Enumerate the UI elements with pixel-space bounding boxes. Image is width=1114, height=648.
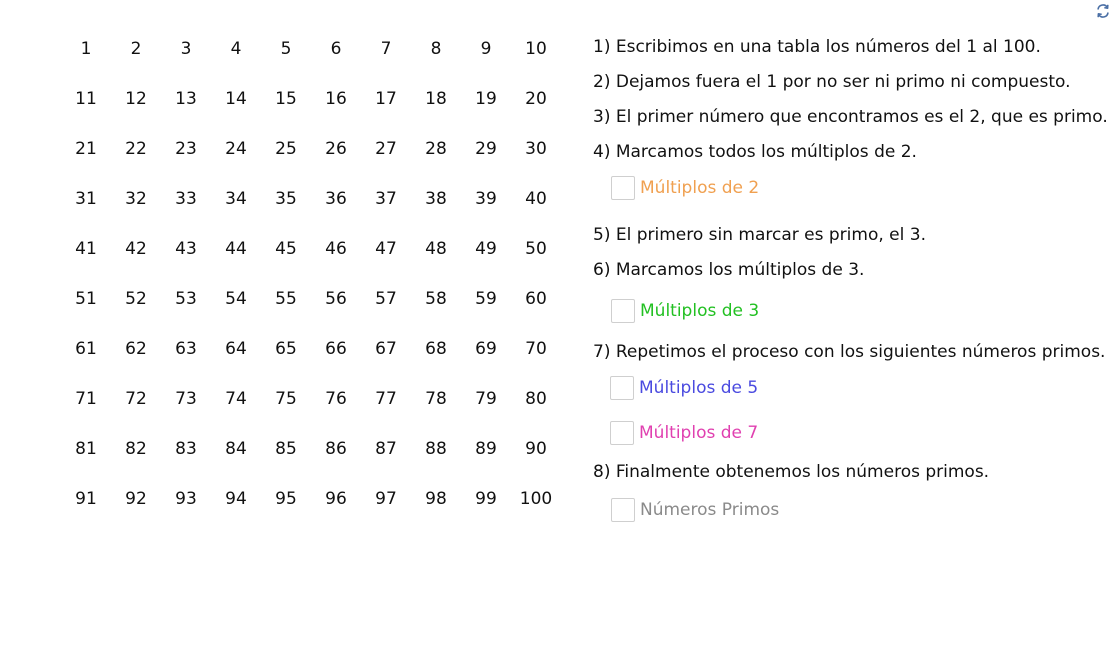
grid-number: 37: [375, 189, 397, 209]
step-4: 4) Marcamos todos los múltiplos de 2.: [593, 142, 917, 162]
grid-number: 91: [75, 489, 97, 509]
grid-number: 43: [175, 239, 197, 259]
grid-number: 6: [330, 39, 342, 59]
grid-number: 36: [325, 189, 347, 209]
grid-number: 34: [225, 189, 247, 209]
grid-number: 100: [519, 489, 553, 509]
grid-number: 75: [275, 389, 297, 409]
grid-number: 89: [475, 439, 497, 459]
grid-number: 60: [525, 289, 547, 309]
grid-number: 59: [475, 289, 497, 309]
step-6: 6) Marcamos los múltiplos de 3.: [593, 260, 865, 280]
grid-number: 46: [325, 239, 347, 259]
grid-number: 86: [325, 439, 347, 459]
grid-number: 47: [375, 239, 397, 259]
checkbox-label: Múltiplos de 5: [639, 378, 759, 398]
grid-number: 97: [375, 489, 397, 509]
checkbox-box[interactable]: [611, 176, 635, 200]
checkbox-label: Múltiplos de 7: [639, 423, 759, 443]
grid-number: 64: [225, 339, 247, 359]
checkbox-box[interactable]: [611, 299, 635, 323]
grid-number: 30: [525, 139, 547, 159]
grid-number: 68: [425, 339, 447, 359]
grid-number: 21: [75, 139, 97, 159]
grid-number: 62: [125, 339, 147, 359]
grid-number: 5: [280, 39, 292, 59]
grid-number: 8: [430, 39, 442, 59]
checkbox-box[interactable]: [610, 421, 634, 445]
grid-number: 38: [425, 189, 447, 209]
grid-number: 90: [525, 439, 547, 459]
grid-number: 25: [275, 139, 297, 159]
grid-number: 39: [475, 189, 497, 209]
grid-number: 15: [275, 89, 297, 109]
grid-number: 19: [475, 89, 497, 109]
grid-number: 22: [125, 139, 147, 159]
grid-number: 78: [425, 389, 447, 409]
grid-number: 9: [480, 39, 492, 59]
grid-number: 42: [125, 239, 147, 259]
grid-number: 29: [475, 139, 497, 159]
grid-number: 81: [75, 439, 97, 459]
grid-number: 32: [125, 189, 147, 209]
grid-number: 31: [75, 189, 97, 209]
checkbox-multiples-of-2[interactable]: [611, 175, 759, 201]
grid-number: 10: [525, 39, 547, 59]
grid-number: 66: [325, 339, 347, 359]
grid-number: 80: [525, 389, 547, 409]
grid-number: 52: [125, 289, 147, 309]
checkbox-label: Múltiplos de 2: [640, 178, 760, 198]
grid-number: 14: [225, 89, 247, 109]
grid-number: 40: [525, 189, 547, 209]
grid-number: 7: [380, 39, 392, 59]
refresh-icon[interactable]: [1095, 3, 1111, 19]
grid-number: 55: [275, 289, 297, 309]
grid-number: 61: [75, 339, 97, 359]
grid-number: 82: [125, 439, 147, 459]
grid-number: 23: [175, 139, 197, 159]
grid-number: 93: [175, 489, 197, 509]
grid-number: 72: [125, 389, 147, 409]
grid-number: 24: [225, 139, 247, 159]
grid-number: 44: [225, 239, 247, 259]
grid-number: 71: [75, 389, 97, 409]
grid-number: 84: [225, 439, 247, 459]
grid-number: 28: [425, 139, 447, 159]
grid-number: 54: [225, 289, 247, 309]
grid-number: 27: [375, 139, 397, 159]
grid-number: 11: [75, 89, 97, 109]
grid-number: 92: [125, 489, 147, 509]
grid-number: 63: [175, 339, 197, 359]
grid-number: 83: [175, 439, 197, 459]
grid-number: 4: [230, 39, 242, 59]
grid-number: 35: [275, 189, 297, 209]
step-2: 2) Dejamos fuera el 1 por no ser ni primo ni compuesto.: [593, 72, 1071, 92]
grid-number: 70: [525, 339, 547, 359]
grid-number: 96: [325, 489, 347, 509]
grid-number: 98: [425, 489, 447, 509]
grid-number: 73: [175, 389, 197, 409]
checkbox-multiples-of-7[interactable]: [610, 420, 758, 446]
grid-number: 45: [275, 239, 297, 259]
grid-number: 2: [130, 39, 142, 59]
grid-number: 12: [125, 89, 147, 109]
grid-number: 20: [525, 89, 547, 109]
grid-number: 94: [225, 489, 247, 509]
grid-number: 79: [475, 389, 497, 409]
grid-number: 57: [375, 289, 397, 309]
step-1: 1) Escribimos en una tabla los números del 1 al 100.: [593, 37, 1041, 57]
grid-number: 74: [225, 389, 247, 409]
grid-number: 56: [325, 289, 347, 309]
grid-number: 13: [175, 89, 197, 109]
step-3: 3) El primer número que encontramos es el 2, que es primo.: [593, 107, 1108, 127]
grid-number: 18: [425, 89, 447, 109]
checkbox-multiples-of-5[interactable]: [610, 375, 758, 401]
grid-number: 77: [375, 389, 397, 409]
step-5: 5) El primero sin marcar es primo, el 3.: [593, 225, 926, 245]
grid-number: 67: [375, 339, 397, 359]
checkbox-label: Números Primos: [640, 500, 780, 520]
grid-number: 76: [325, 389, 347, 409]
grid-number: 50: [525, 239, 547, 259]
checkbox-box[interactable]: [610, 376, 634, 400]
grid-number: 58: [425, 289, 447, 309]
grid-number: 99: [475, 489, 497, 509]
grid-number: 85: [275, 439, 297, 459]
grid-number: 51: [75, 289, 97, 309]
checkbox-label: Múltiplos de 3: [640, 301, 760, 321]
checkbox-multiples-of-3[interactable]: [611, 298, 759, 324]
step-7: 7) Repetimos el proceso con los siguientes números primos.: [593, 342, 1106, 362]
grid-number: 88: [425, 439, 447, 459]
step-8: 8) Finalmente obtenemos los números primos.: [593, 462, 990, 482]
grid-number: 69: [475, 339, 497, 359]
grid-number: 41: [75, 239, 97, 259]
checkbox-box[interactable]: [611, 498, 635, 522]
grid-number: 87: [375, 439, 397, 459]
grid-number: 49: [475, 239, 497, 259]
grid-number: 17: [375, 89, 397, 109]
grid-number: 26: [325, 139, 347, 159]
grid-number: 48: [425, 239, 447, 259]
grid-number: 65: [275, 339, 297, 359]
grid-number: 33: [175, 189, 197, 209]
grid-number: 95: [275, 489, 297, 509]
checkbox-prime-numbers[interactable]: [611, 497, 779, 523]
grid-number: 3: [180, 39, 192, 59]
grid-number: 16: [325, 89, 347, 109]
grid-number: 1: [80, 39, 92, 59]
grid-number: 53: [175, 289, 197, 309]
